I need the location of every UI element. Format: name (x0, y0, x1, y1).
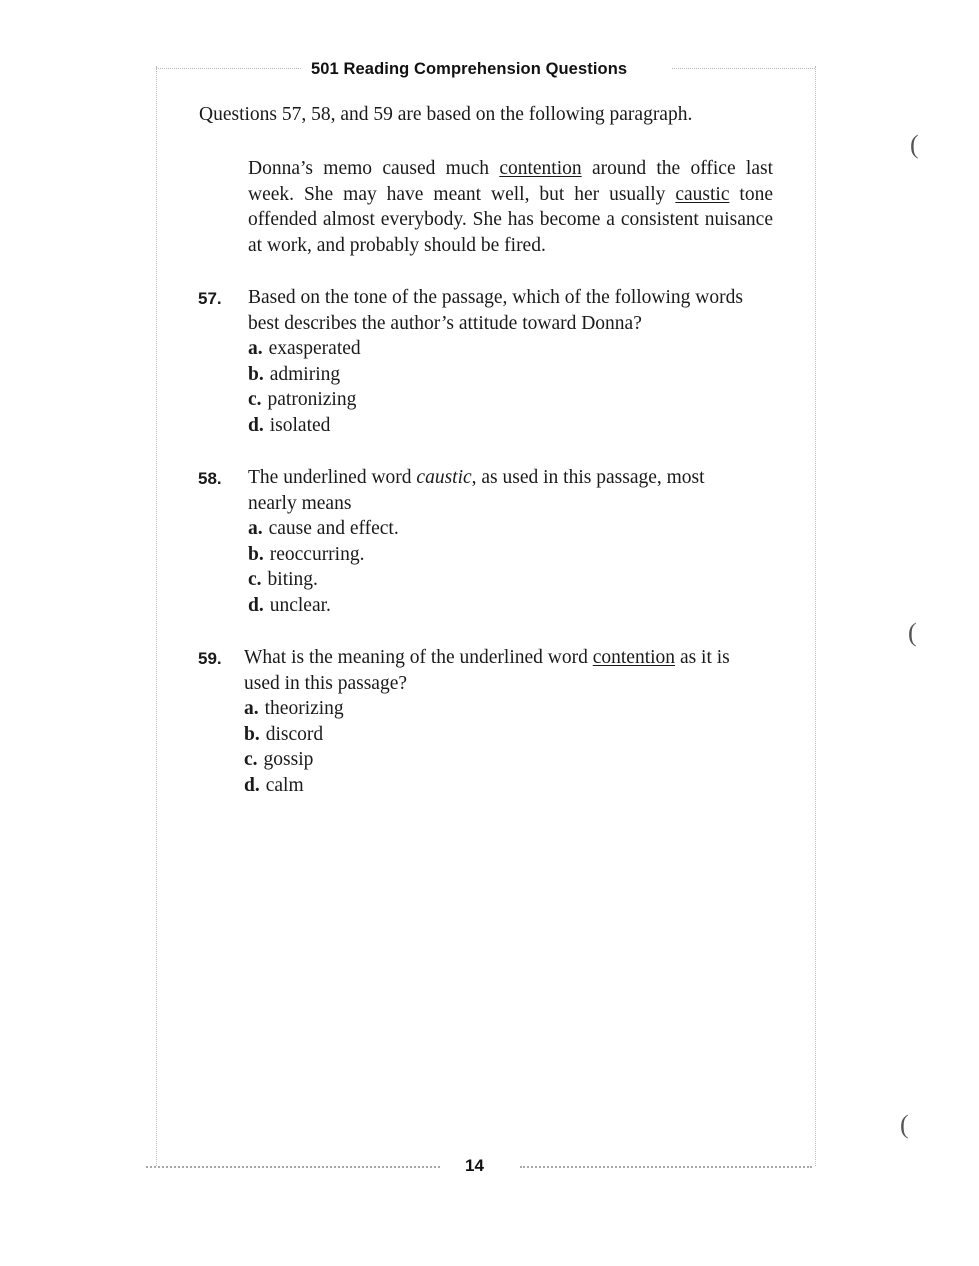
option-letter: a. (248, 518, 263, 539)
page-number: 14 (465, 1156, 484, 1175)
binder-hole-mark: ( (900, 1110, 909, 1139)
option-letter: d. (244, 774, 260, 796)
frame-top-right-rule (672, 68, 815, 69)
answer-options (248, 516, 778, 618)
frame-bottom-left-rule (146, 1166, 440, 1168)
option-text: cause and effect. (268, 518, 399, 539)
question-body (248, 465, 778, 618)
stem-text-part: What is the meaning of the underlined word (244, 647, 593, 668)
option-text: gossip (263, 749, 314, 770)
passage (248, 156, 773, 258)
binder-hole-mark: ( (910, 130, 919, 159)
option-letter: c. (244, 749, 258, 770)
answer-options (248, 336, 778, 438)
binder-hole-mark: ( (908, 618, 917, 647)
option-text: theorizing (264, 698, 344, 719)
running-header: 501 Reading Comprehension Questions (311, 60, 628, 78)
option-text: calm (265, 774, 304, 796)
underlined-word-caustic: caustic (675, 183, 730, 205)
passage-intro: Questions 57, 58, and 59 are based on the following paragraph. (199, 104, 693, 125)
underlined-word-contention: contention (592, 647, 676, 668)
option-text: biting. (267, 569, 318, 590)
option-letter: d. (248, 594, 264, 616)
option-text: unclear. (269, 594, 331, 616)
option-letter: b. (248, 363, 264, 385)
question-number: 59. (198, 649, 222, 668)
answer-option (248, 567, 778, 593)
answer-option (248, 362, 778, 388)
question-number: 57. (198, 289, 222, 308)
option-letter: a. (248, 338, 263, 359)
option-text: exasperated (268, 338, 361, 359)
frame-bottom-right-rule (520, 1166, 812, 1168)
option-text: discord (265, 723, 324, 745)
passage-text-part: tone offended almost everybody. She has become a consistent nuisance at work, and probably should be fired. (248, 183, 773, 256)
answer-option (248, 516, 778, 542)
answer-option (244, 722, 774, 748)
option-letter: c. (248, 569, 262, 590)
answer-option (248, 413, 778, 439)
option-letter: b. (248, 543, 264, 565)
question-stem (248, 465, 758, 516)
option-text: admiring (269, 363, 341, 385)
passage-text-part: Donna’s memo caused much (248, 158, 500, 179)
stem-text-part: , as used in this passage, most nearly means (248, 467, 705, 514)
question-stem: Based on the tone of the passage, which of the following words best describes the author’s attitude toward Donna? (248, 287, 743, 334)
question-number: 58. (198, 469, 222, 488)
option-text: patronizing (267, 389, 357, 410)
stem-text-part: as it is used in this passage? (244, 647, 730, 694)
passage-text-part: around the office last week. She may have meant well, but her usually (248, 158, 773, 205)
question-stem (244, 645, 744, 696)
answer-option (248, 542, 778, 568)
question-body (244, 645, 774, 798)
option-text: isolated (269, 414, 331, 436)
frame-right-rule (815, 66, 816, 1166)
question-body (248, 285, 778, 438)
frame-top-left-rule (156, 68, 301, 69)
passage-text (248, 156, 773, 258)
answer-option (244, 696, 774, 722)
italic-word-caustic: caustic (416, 467, 472, 488)
option-letter: b. (244, 723, 260, 745)
answer-options (244, 696, 774, 798)
option-letter: a. (244, 698, 259, 719)
option-letter: c. (248, 389, 262, 410)
option-letter: d. (248, 414, 264, 436)
answer-option (248, 593, 778, 619)
underlined-word-contention: contention (499, 158, 582, 179)
stem-text-part: The underlined word (248, 467, 417, 488)
answer-option (248, 387, 778, 413)
answer-option (244, 747, 774, 773)
answer-option (244, 773, 774, 799)
frame-left-rule (156, 66, 157, 1166)
option-text: reoccurring. (269, 543, 365, 565)
answer-option (248, 336, 778, 362)
